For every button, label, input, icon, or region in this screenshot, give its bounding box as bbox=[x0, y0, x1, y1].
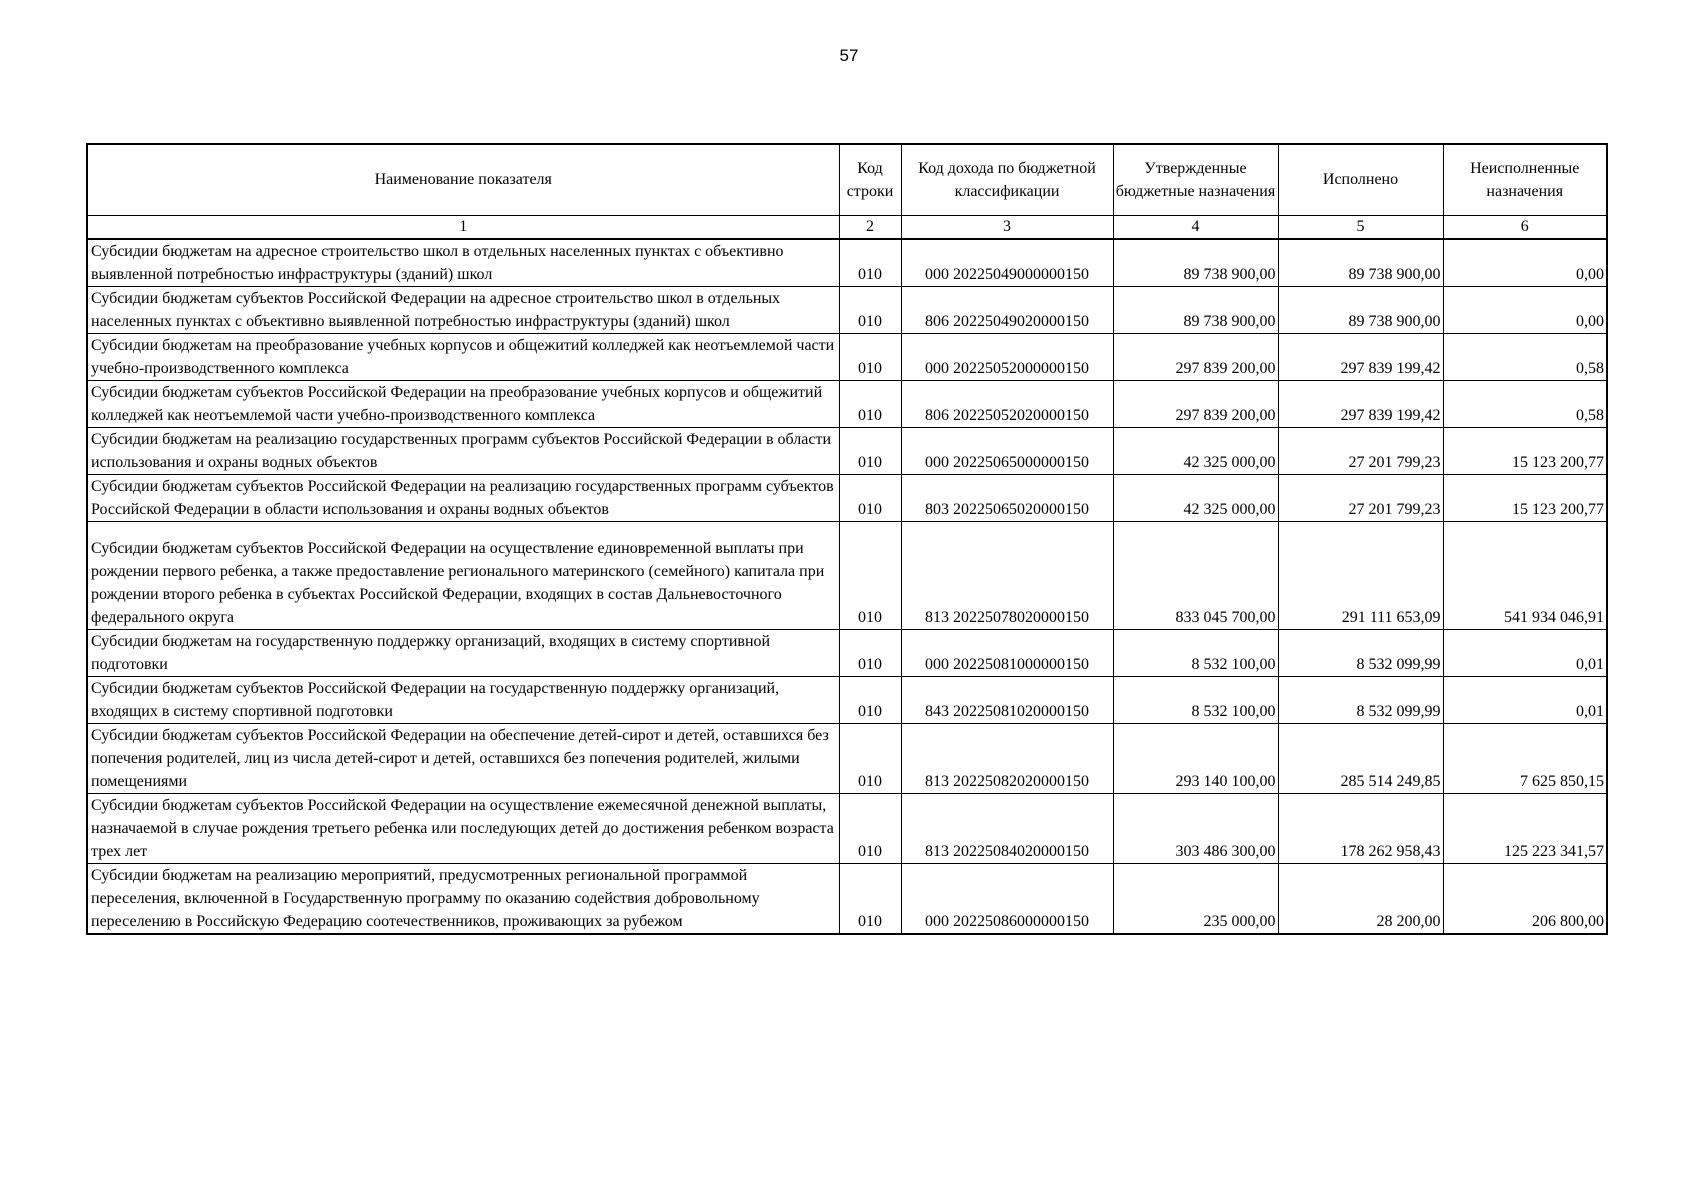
income-code: 000 20225049000000150 bbox=[901, 239, 1113, 287]
approved-amount: 89 738 900,00 bbox=[1113, 287, 1278, 334]
indicator-name: Субсидии бюджетам на реализацию мероприятий, предусмотренных региональной программой переселения, включенной в Государственную программу по оказанию содействия добровольному переселению в Российскую Федерацию соотечественников, проживающих за рубежом bbox=[87, 864, 839, 935]
income-code: 806 20225052020000150 bbox=[901, 381, 1113, 428]
approved-amount: 42 325 000,00 bbox=[1113, 428, 1278, 475]
line-code: 010 bbox=[839, 724, 901, 794]
line-code: 010 bbox=[839, 428, 901, 475]
table-row bbox=[87, 239, 1607, 287]
income-code: 813 20225084020000150 bbox=[901, 794, 1113, 864]
header-indicator-name: Наименование показателя bbox=[87, 144, 839, 215]
approved-amount: 297 839 200,00 bbox=[1113, 381, 1278, 428]
income-code: 000 20225081000000150 bbox=[901, 630, 1113, 677]
table-row bbox=[87, 630, 1607, 677]
unexecuted-amount: 15 123 200,77 bbox=[1443, 428, 1607, 475]
column-number-row bbox=[87, 215, 1607, 239]
unexecuted-amount: 0,01 bbox=[1443, 630, 1607, 677]
column-number: 2 bbox=[839, 215, 901, 239]
income-code: 813 20225082020000150 bbox=[901, 724, 1113, 794]
approved-amount: 89 738 900,00 bbox=[1113, 239, 1278, 287]
income-code: 000 20225065000000150 bbox=[901, 428, 1113, 475]
unexecuted-amount: 0,01 bbox=[1443, 677, 1607, 724]
indicator-name: Субсидии бюджетам субъектов Российской Федерации на обеспечение детей-сирот и детей, оставшихся без попечения родителей, лиц из числа детей-сирот и детей, оставшихся без попечения родителей, жилыми помещениями bbox=[87, 724, 839, 794]
indicator-name: Субсидии бюджетам субъектов Российской Федерации на адресное строительство школ в отдельных населенных пунктах с объективно выявленной потребностью инфраструктуры (зданий) школ bbox=[87, 287, 839, 334]
approved-amount: 8 532 100,00 bbox=[1113, 677, 1278, 724]
line-code: 010 bbox=[839, 287, 901, 334]
line-code: 010 bbox=[839, 522, 901, 630]
approved-amount: 293 140 100,00 bbox=[1113, 724, 1278, 794]
unexecuted-amount: 0,58 bbox=[1443, 334, 1607, 381]
unexecuted-amount: 206 800,00 bbox=[1443, 864, 1607, 935]
table-row bbox=[87, 522, 1607, 630]
indicator-name: Субсидии бюджетам на адресное строительство школ в отдельных населенных пунктах с объективно выявленной потребностью инфраструктуры (зданий) школ bbox=[87, 239, 839, 287]
executed-amount: 285 514 249,85 bbox=[1278, 724, 1443, 794]
unexecuted-amount: 7 625 850,15 bbox=[1443, 724, 1607, 794]
line-code: 010 bbox=[839, 475, 901, 522]
income-code: 813 20225078020000150 bbox=[901, 522, 1113, 630]
line-code: 010 bbox=[839, 864, 901, 935]
column-number: 4 bbox=[1113, 215, 1278, 239]
table-row bbox=[87, 428, 1607, 475]
executed-amount: 27 201 799,23 bbox=[1278, 475, 1443, 522]
executed-amount: 27 201 799,23 bbox=[1278, 428, 1443, 475]
table-row bbox=[87, 334, 1607, 381]
budget-execution-table bbox=[86, 143, 1608, 935]
header-income-code: Код дохода по бюджетной классификации bbox=[901, 144, 1113, 215]
table-row bbox=[87, 381, 1607, 428]
unexecuted-amount: 0,58 bbox=[1443, 381, 1607, 428]
line-code: 010 bbox=[839, 239, 901, 287]
indicator-name: Субсидии бюджетам субъектов Российской Федерации на реализацию государственных программ субъектов Российской Федерации в области использования и охраны водных объектов bbox=[87, 475, 839, 522]
indicator-name: Субсидии бюджетам субъектов Российской Федерации на осуществление ежемесячной денежной выплаты, назначаемой в случае рождения третьего ребенка или последующих детей до достижения ребенком возраста трех лет bbox=[87, 794, 839, 864]
table-row bbox=[87, 677, 1607, 724]
indicator-name: Субсидии бюджетам на реализацию государственных программ субъектов Российской Федерации в области использования и охраны водных объектов bbox=[87, 428, 839, 475]
unexecuted-amount: 15 123 200,77 bbox=[1443, 475, 1607, 522]
table-row bbox=[87, 475, 1607, 522]
line-code: 010 bbox=[839, 630, 901, 677]
executed-amount: 89 738 900,00 bbox=[1278, 239, 1443, 287]
indicator-name: Субсидии бюджетам субъектов Российской Федерации на осуществление единовременной выплаты при рождении первого ребенка, а также предоставление регионального материнского (семейного) капитала при рождении второго ребенка в субъектах Российской Федерации, входящих в состав Дальневосточного федерального округа bbox=[87, 522, 839, 630]
executed-amount: 178 262 958,43 bbox=[1278, 794, 1443, 864]
unexecuted-amount: 125 223 341,57 bbox=[1443, 794, 1607, 864]
column-number: 3 bbox=[901, 215, 1113, 239]
income-code: 803 20225065020000150 bbox=[901, 475, 1113, 522]
line-code: 010 bbox=[839, 794, 901, 864]
table-row bbox=[87, 724, 1607, 794]
line-code: 010 bbox=[839, 677, 901, 724]
indicator-name: Субсидии бюджетам субъектов Российской Федерации на преобразование учебных корпусов и общежитий колледжей как неотъемлемой части учебно-производственного комплекса bbox=[87, 381, 839, 428]
executed-amount: 89 738 900,00 bbox=[1278, 287, 1443, 334]
table-row bbox=[87, 794, 1607, 864]
indicator-name: Субсидии бюджетам на преобразование учебных корпусов и общежитий колледжей как неотъемлемой части учебно-производственного комплекса bbox=[87, 334, 839, 381]
unexecuted-amount: 0,00 bbox=[1443, 287, 1607, 334]
approved-amount: 235 000,00 bbox=[1113, 864, 1278, 935]
income-code: 806 20225049020000150 bbox=[901, 287, 1113, 334]
header-executed: Исполнено bbox=[1278, 144, 1443, 215]
table-row bbox=[87, 287, 1607, 334]
header-approved: Утвержденные бюджетные назначения bbox=[1113, 144, 1278, 215]
indicator-name: Субсидии бюджетам на государственную поддержку организаций, входящих в систему спортивной подготовки bbox=[87, 630, 839, 677]
approved-amount: 833 045 700,00 bbox=[1113, 522, 1278, 630]
header-line-code: Код строки bbox=[839, 144, 901, 215]
approved-amount: 297 839 200,00 bbox=[1113, 334, 1278, 381]
approved-amount: 303 486 300,00 bbox=[1113, 794, 1278, 864]
executed-amount: 28 200,00 bbox=[1278, 864, 1443, 935]
table-row bbox=[87, 864, 1607, 935]
page-number: 57 bbox=[839, 46, 859, 65]
column-number: 5 bbox=[1278, 215, 1443, 239]
approved-amount: 8 532 100,00 bbox=[1113, 630, 1278, 677]
unexecuted-amount: 0,00 bbox=[1443, 239, 1607, 287]
income-code: 000 20225086000000150 bbox=[901, 864, 1113, 935]
column-number: 6 bbox=[1443, 215, 1607, 239]
executed-amount: 8 532 099,99 bbox=[1278, 630, 1443, 677]
column-number: 1 bbox=[87, 215, 839, 239]
approved-amount: 42 325 000,00 bbox=[1113, 475, 1278, 522]
executed-amount: 291 111 653,09 bbox=[1278, 522, 1443, 630]
line-code: 010 bbox=[839, 334, 901, 381]
unexecuted-amount: 541 934 046,91 bbox=[1443, 522, 1607, 630]
executed-amount: 297 839 199,42 bbox=[1278, 381, 1443, 428]
line-code: 010 bbox=[839, 381, 901, 428]
income-code: 000 20225052000000150 bbox=[901, 334, 1113, 381]
income-code: 843 20225081020000150 bbox=[901, 677, 1113, 724]
executed-amount: 8 532 099,99 bbox=[1278, 677, 1443, 724]
executed-amount: 297 839 199,42 bbox=[1278, 334, 1443, 381]
table-header-row bbox=[87, 144, 1607, 215]
header-unexecuted: Неисполненные назначения bbox=[1443, 144, 1607, 215]
indicator-name: Субсидии бюджетам субъектов Российской Федерации на государственную поддержку организаций, входящих в систему спортивной подготовки bbox=[87, 677, 839, 724]
